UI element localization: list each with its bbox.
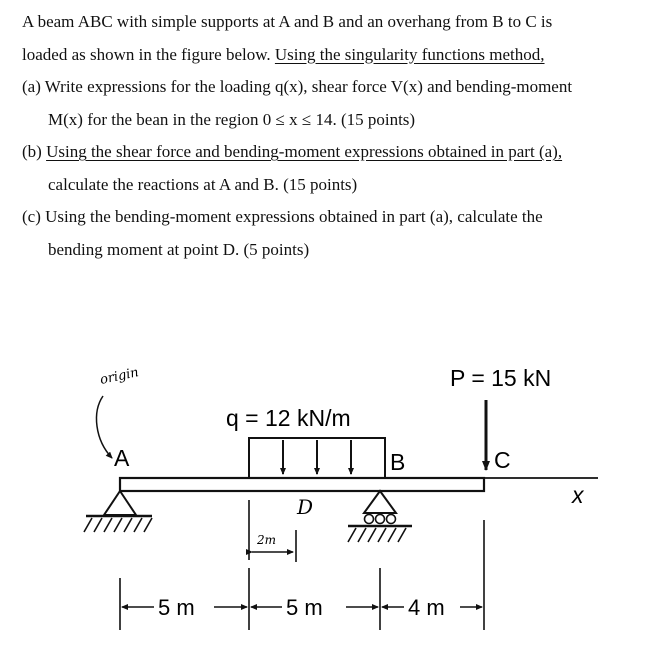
part-a-line-2: M(x) for the bean in the region 0 ≤ x ≤ 14. (15 points) [48,109,416,129]
intro-line-2a: loaded as shown in the figure below. [22,44,275,64]
point-a-label: A [114,445,130,471]
dimension-2: 5 m [286,595,323,620]
x-axis-label: x [572,482,584,508]
beam [120,478,484,491]
point-b-label: B [390,449,406,475]
part-c-line-1: (c) Using the bending-moment expressions obtained in part (a), calculate the [22,207,543,226]
support-a-pin [84,491,152,532]
origin-note: origin [98,365,141,388]
point-d-label: D [297,495,314,519]
part-b-line-2: calculate the reactions at A and B. (15 points) [48,174,358,194]
d-offset-dimension [249,500,296,562]
intro-line-1: A beam ABC with simple supports at A and B and an overhang from B to C is [22,12,553,31]
load-label: q = 12 kN/m [226,405,351,431]
distributed-load [249,438,385,478]
part-b-prefix: (b) [22,142,47,161]
part-b-underlined: Using the shear force and bending-moment expressions obtained in part (a), [46,142,563,161]
part-a-line-1: (a) Write expressions for the loading q(x), shear force V(x) and bending-moment [22,77,573,96]
point-c-label: C [494,447,511,473]
dimension-1: 5 m [158,595,195,620]
part-c-line-2: bending moment at point D. (5 points) [48,239,310,259]
support-b-roller [348,491,412,542]
d-offset-note: 2m [257,533,277,547]
origin-arrow [97,396,112,458]
dimension-3: 4 m [408,595,445,620]
method-underlined: Using the singularity functions method, [274,44,545,64]
point-load-label: P = 15 kN [450,365,552,391]
